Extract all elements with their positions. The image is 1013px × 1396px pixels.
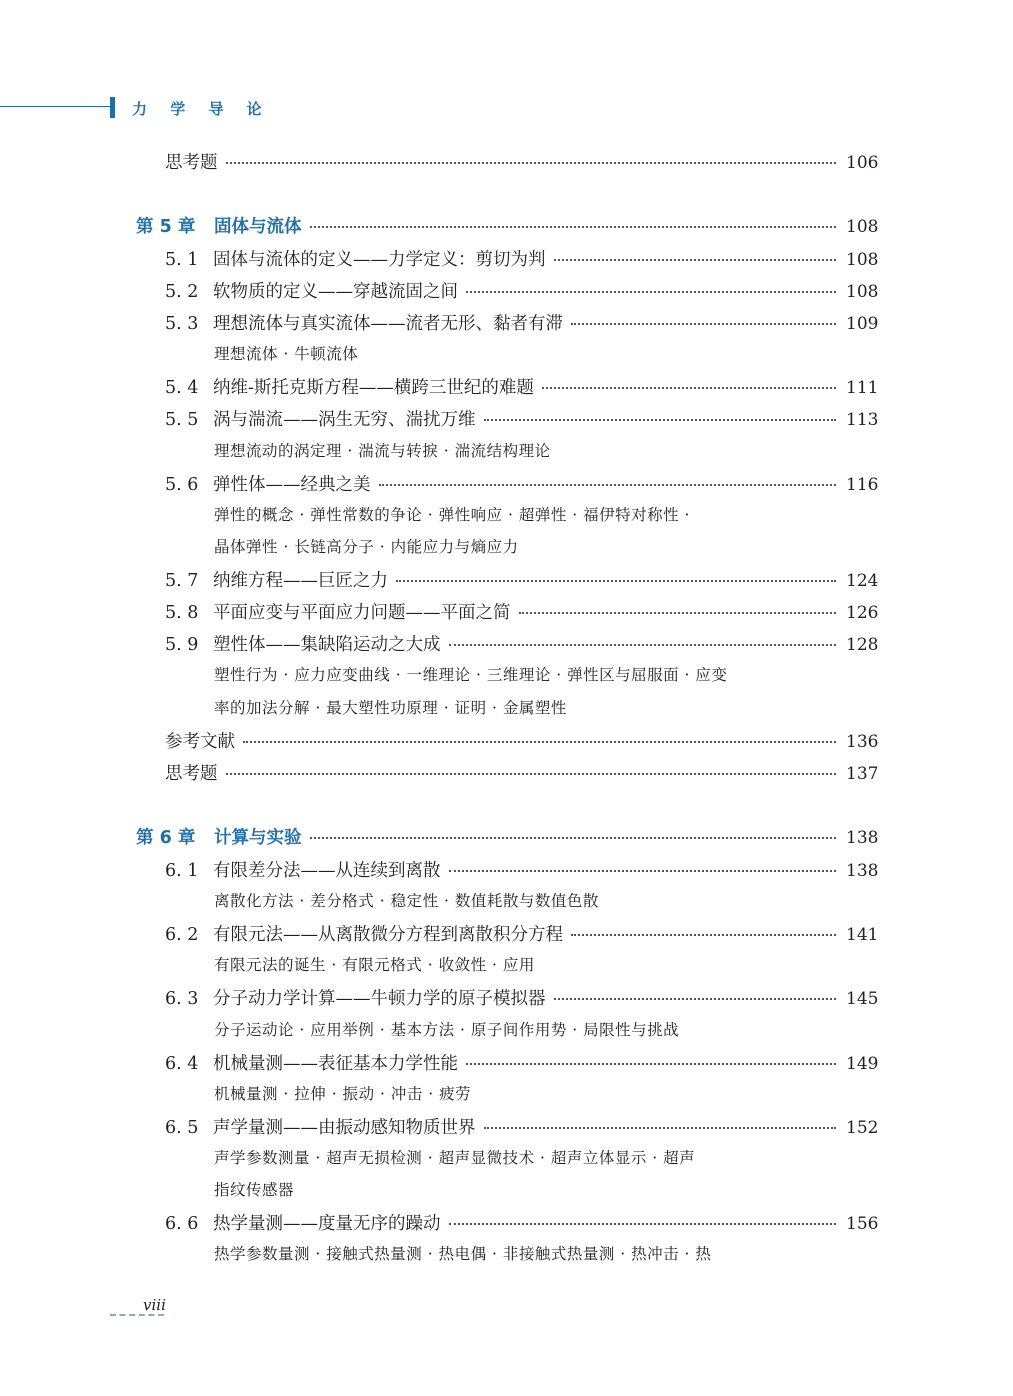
toc-section-title: 有限元法——从离散微分方程到离散积分方程 (213, 925, 563, 945)
dot-leader (243, 740, 836, 743)
toc-section-number: 6. 1 (165, 861, 199, 881)
toc-page-number: 152 (846, 1118, 879, 1138)
toc-plain-title: 思考题 (165, 764, 218, 784)
toc-subtopics: 率的加法分解 · 最大塑性功原理 · 证明 · 金属塑性 (214, 699, 567, 717)
toc-page-number: 116 (846, 475, 879, 495)
dot-leader (466, 290, 836, 293)
toc-section-number: 6. 3 (165, 989, 199, 1009)
toc-section-entry[interactable] (165, 1210, 879, 1236)
toc-page-number: 137 (846, 764, 879, 784)
toc-chapter-title: 计算与实验 (214, 828, 302, 848)
toc-subtopics: 理想流体 · 牛顿流体 (214, 345, 359, 363)
toc-subtopics: 有限元法的诞生 · 有限元格式 · 收敛性 · 应用 (214, 956, 535, 974)
toc-plain-title: 思考题 (165, 153, 218, 173)
toc-subtopics: 弹性的概念 · 弹性常数的争论 · 弹性响应 · 超弹性 · 福伊特对称性 · (214, 506, 690, 524)
toc-section-entry[interactable] (165, 406, 879, 432)
toc-chapter-entry[interactable] (136, 213, 879, 239)
dot-leader (449, 643, 837, 646)
toc-section-number: 6. 6 (165, 1214, 199, 1234)
toc-chapter-title: 固体与流体 (214, 217, 302, 237)
toc-section-title: 纳维-斯托克斯方程——横跨三世纪的难题 (213, 378, 534, 398)
toc-chapter-number: 第 6 章 (136, 828, 196, 848)
toc-page-number: 141 (846, 925, 879, 945)
toc-section-entry[interactable] (165, 631, 879, 657)
toc-section-entry[interactable] (165, 985, 879, 1011)
toc-page-number: 109 (846, 314, 879, 334)
toc-subtopics: 理想流动的涡定理 · 湍流与转捩 · 湍流结构理论 (214, 442, 551, 460)
running-header-title: 力 学 导 论 (132, 100, 271, 118)
toc-chapter-number: 第 5 章 (136, 217, 196, 237)
toc-page-number: 138 (846, 828, 879, 848)
dot-leader (571, 322, 836, 325)
toc-section-number: 5. 5 (165, 410, 199, 430)
dot-leader (449, 869, 837, 872)
toc-section-title: 固体与流体的定义——力学定义：剪切为判 (213, 250, 546, 270)
toc-plain-entry[interactable] (165, 760, 879, 786)
toc-section-entry[interactable] (165, 1114, 879, 1140)
dot-leader (484, 1126, 837, 1129)
toc-section-title: 分子动力学计算——牛顿力学的原子模拟器 (213, 989, 546, 1009)
toc-section-title: 纳维方程——巨匠之力 (213, 571, 388, 591)
toc-page-number: 149 (846, 1054, 879, 1074)
toc-page-number: 108 (846, 217, 879, 237)
footer-dashed-rule (110, 1314, 164, 1316)
toc-subtopics: 离散化方法 · 差分格式 · 稳定性 · 数值耗散与数值色散 (214, 892, 599, 910)
toc-section-number: 5. 7 (165, 571, 199, 591)
toc-section-title: 热学量测——度量无序的躁动 (213, 1214, 441, 1234)
dot-leader (571, 933, 836, 936)
toc-section-number: 5. 9 (165, 635, 199, 655)
toc-section-title: 涡与湍流——涡生无穷、湍扰万维 (213, 410, 476, 430)
page-number: viii (143, 1296, 166, 1314)
toc-page-number: 111 (846, 378, 879, 398)
header-accent-bar (110, 97, 115, 118)
toc-page-number: 138 (846, 861, 879, 881)
toc-section-entry[interactable] (165, 471, 879, 497)
toc-subtopics: 晶体弹性 · 长链高分子 · 内能应力与熵应力 (214, 538, 519, 556)
toc-subtopics: 声学参数测量 · 超声无损检测 · 超声显微技术 · 超声立体显示 · 超声 (214, 1149, 696, 1167)
dot-leader (554, 258, 837, 261)
toc-subtopics: 分子运动论 · 应用举例 · 基本方法 · 原子间作用势 · 局限性与挑战 (214, 1021, 680, 1039)
toc-section-entry[interactable] (165, 599, 879, 625)
toc-page-number: 156 (846, 1214, 879, 1234)
toc-section-number: 5. 8 (165, 603, 199, 623)
toc-section-title: 机械量测——表征基本力学性能 (213, 1054, 458, 1074)
dot-leader (226, 161, 837, 164)
toc-page-number: 106 (846, 153, 879, 173)
dot-leader (554, 997, 837, 1000)
toc-section-title: 弹性体——经典之美 (213, 475, 371, 495)
dot-leader (310, 836, 837, 839)
toc-section-number: 5. 3 (165, 314, 199, 334)
toc-section-entry[interactable] (165, 374, 879, 400)
dot-leader (396, 579, 836, 582)
toc-page-number: 128 (846, 635, 879, 655)
toc-section-title: 有限差分法——从连续到离散 (213, 861, 441, 881)
dot-leader (379, 483, 837, 486)
toc-section-number: 6. 5 (165, 1118, 199, 1138)
toc-section-entry[interactable] (165, 1050, 879, 1076)
toc-section-title: 平面应变与平面应力问题——平面之简 (213, 603, 511, 623)
toc-page-number: 108 (846, 282, 879, 302)
toc-section-number: 6. 2 (165, 925, 199, 945)
toc-section-entry[interactable] (165, 857, 879, 883)
toc-page-number: 108 (846, 250, 879, 270)
toc-section-number: 5. 4 (165, 378, 199, 398)
dot-leader (226, 772, 837, 775)
toc-page-number: 124 (846, 571, 879, 591)
dot-leader (466, 1062, 836, 1065)
toc-subtopics: 热学参数量测 · 接触式热量测 · 热电偶 · 非接触式热量测 · 热冲击 · 热 (214, 1245, 712, 1263)
dot-leader (519, 611, 837, 614)
dot-leader (484, 418, 837, 421)
toc-section-number: 5. 6 (165, 475, 199, 495)
toc-section-entry[interactable] (165, 246, 879, 272)
toc-section-number: 6. 4 (165, 1054, 199, 1074)
toc-plain-entry[interactable] (165, 149, 879, 175)
toc-subtopics: 指纹传感器 (214, 1181, 295, 1199)
toc-section-title: 理想流体与真实流体——流者无形、黏者有滞 (213, 314, 563, 334)
toc-plain-title: 参考文献 (165, 732, 235, 752)
dot-leader (449, 1222, 837, 1225)
header-rule (0, 106, 112, 107)
dot-leader (542, 386, 836, 389)
toc-section-number: 5. 2 (165, 282, 199, 302)
dot-leader (310, 225, 837, 228)
toc-page-number: 113 (846, 410, 879, 430)
toc-plain-entry[interactable] (165, 728, 879, 754)
toc-page-number: 145 (846, 989, 879, 1009)
toc-subtopics: 机械量测 · 拉伸 · 振动 · 冲击 · 疲劳 (214, 1085, 472, 1103)
toc-section-entry[interactable] (165, 278, 879, 304)
toc-page-number: 126 (846, 603, 879, 623)
toc-subtopics: 塑性行为 · 应力应变曲线 · 一维理论 · 三维理论 · 弹性区与屈服面 · 应变 (214, 666, 728, 684)
toc-section-number: 5. 1 (165, 250, 199, 270)
toc-section-title: 塑性体——集缺陷运动之大成 (213, 635, 441, 655)
toc-chapter-entry[interactable] (136, 824, 879, 850)
toc-section-title: 软物质的定义——穿越流固之间 (213, 282, 458, 302)
toc-section-entry[interactable] (165, 567, 879, 593)
toc-page-number: 136 (846, 732, 879, 752)
toc-section-entry[interactable] (165, 921, 879, 947)
toc-section-entry[interactable] (165, 310, 879, 336)
toc-section-title: 声学量测——由振动感知物质世界 (213, 1118, 476, 1138)
